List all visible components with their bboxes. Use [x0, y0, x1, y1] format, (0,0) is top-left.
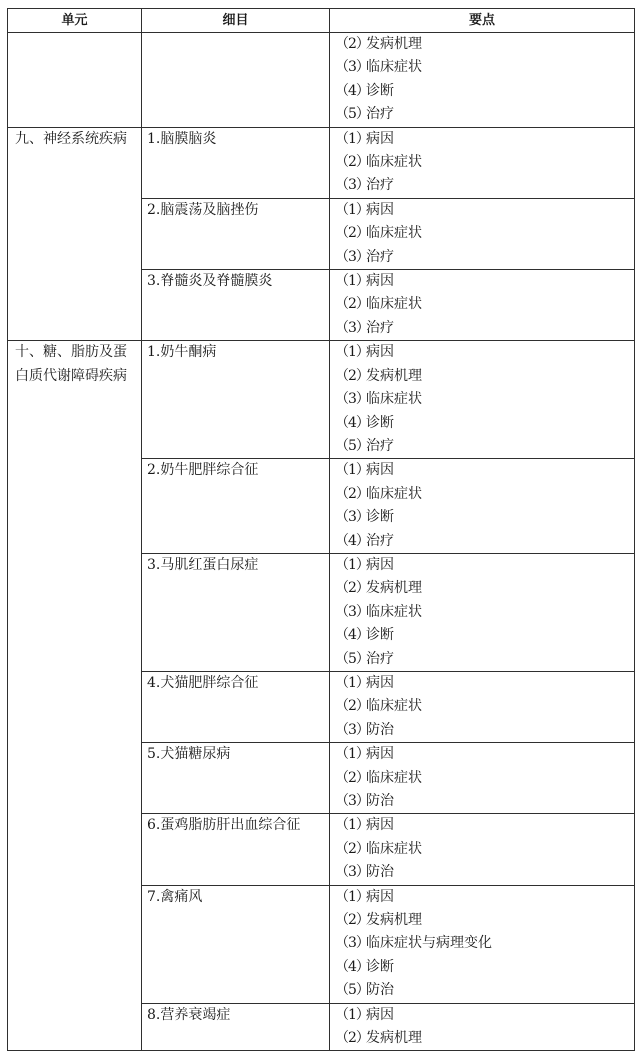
- syllabus-table: [7, 8, 635, 1051]
- point-text: 发病机理: [366, 367, 422, 384]
- point-item: [335, 956, 634, 979]
- point-number: （4）: [335, 82, 369, 99]
- point-text: 临床症状: [366, 225, 422, 242]
- point-item: [335, 246, 634, 269]
- point-text: 病因: [366, 888, 394, 905]
- point-item: [335, 459, 634, 482]
- point-text: 病因: [366, 201, 394, 218]
- point-number: （3）: [335, 319, 369, 336]
- point-item: [335, 554, 634, 577]
- point-text: 临床症状: [366, 698, 422, 715]
- point-item: [335, 648, 634, 671]
- points-cell: [330, 198, 635, 269]
- point-text: 防治: [366, 721, 394, 738]
- point-number: （4）: [335, 532, 369, 549]
- point-item: [335, 979, 634, 1002]
- point-text: 病因: [366, 344, 394, 361]
- point-text: 治疗: [366, 248, 394, 265]
- point-number: （2）: [335, 1030, 369, 1047]
- point-text: 病因: [366, 817, 394, 834]
- point-number: （1）: [335, 888, 369, 905]
- point-item: [335, 886, 634, 909]
- point-number: （2）: [335, 485, 369, 502]
- point-item: [335, 80, 634, 103]
- point-text: 病因: [366, 130, 394, 147]
- table-row: [8, 127, 635, 198]
- points-cell: [330, 671, 635, 742]
- point-number: （2）: [335, 840, 369, 857]
- detail-cell: 3.马肌红蛋白尿症: [142, 553, 330, 671]
- header-unit: 单元: [8, 9, 142, 33]
- point-text: 治疗: [366, 319, 394, 336]
- point-text: 临床症状: [366, 769, 422, 786]
- point-number: （5）: [335, 106, 369, 123]
- point-number: （1）: [335, 273, 369, 290]
- point-text: 临床症状: [366, 296, 422, 313]
- detail-cell: [142, 33, 330, 128]
- point-text: 治疗: [366, 650, 394, 667]
- point-number: （3）: [335, 793, 369, 809]
- point-item: [335, 128, 634, 151]
- detail-cell: 1.脑膜脑炎: [142, 127, 330, 198]
- unit-cell: [8, 33, 142, 128]
- point-item: [335, 577, 634, 600]
- point-text: 发病机理: [366, 36, 422, 52]
- point-number: （1）: [335, 201, 369, 218]
- point-item: [335, 151, 634, 174]
- point-number: （3）: [335, 509, 369, 526]
- point-item: [335, 695, 634, 718]
- point-number: （2）: [335, 154, 369, 171]
- unit-cell: 九、神经系统疾病: [8, 127, 142, 341]
- point-item: [335, 483, 634, 506]
- points-cell: [330, 885, 635, 1003]
- detail-cell: 1.奶牛酮病: [142, 341, 330, 459]
- point-number: （1）: [335, 674, 369, 691]
- point-number: （4）: [335, 958, 369, 975]
- point-text: 防治: [366, 793, 394, 809]
- unit-cell: 十、糖、脂肪及蛋白质代谢障碍疾病: [8, 341, 142, 1051]
- point-text: 诊断: [366, 627, 394, 644]
- table-row: [8, 341, 635, 459]
- point-number: （3）: [335, 864, 369, 881]
- detail-cell: 5.犬猫糖尿病: [142, 743, 330, 814]
- points-cell: [330, 127, 635, 198]
- detail-cell: 2.脑震荡及脑挫伤: [142, 198, 330, 269]
- points-cell: [330, 459, 635, 554]
- header-row: [8, 9, 635, 33]
- point-item: [335, 506, 634, 529]
- point-text: 治疗: [366, 437, 394, 454]
- point-text: 发病机理: [366, 580, 422, 597]
- detail-cell: 2.奶牛肥胖综合征: [142, 459, 330, 554]
- point-item: [335, 672, 634, 695]
- point-text: 诊断: [366, 82, 394, 99]
- point-item: [335, 103, 634, 126]
- table-row: [8, 33, 635, 128]
- point-number: （3）: [335, 603, 369, 620]
- point-item: [335, 1027, 634, 1050]
- point-item: [335, 861, 634, 884]
- point-item: [335, 341, 634, 364]
- detail-cell: 7.禽痛风: [142, 885, 330, 1003]
- point-item: [335, 56, 634, 79]
- point-number: （2）: [335, 769, 369, 786]
- point-item: [335, 317, 634, 340]
- point-number: （3）: [335, 248, 369, 265]
- point-text: 病因: [366, 462, 394, 479]
- point-item: [335, 601, 634, 624]
- point-item: [335, 365, 634, 388]
- point-number: （3）: [335, 935, 369, 952]
- point-item: [335, 293, 634, 316]
- point-item: [335, 222, 634, 245]
- point-number: （3）: [335, 721, 369, 738]
- point-number: （2）: [335, 580, 369, 597]
- point-item: [335, 767, 634, 790]
- point-number: （2）: [335, 36, 369, 52]
- point-number: （2）: [335, 296, 369, 313]
- detail-cell: 8.营养衰竭症: [142, 1003, 330, 1051]
- table-body: [8, 33, 635, 1051]
- points-cell: [330, 270, 635, 341]
- point-number: （5）: [335, 982, 369, 999]
- point-number: （3）: [335, 391, 369, 408]
- point-text: 临床症状: [366, 391, 422, 408]
- point-item: [335, 790, 634, 813]
- point-text: 发病机理: [366, 912, 422, 929]
- point-number: （5）: [335, 437, 369, 454]
- point-item: [335, 530, 634, 553]
- header-detail: 细目: [142, 9, 330, 33]
- header-points: 要点: [330, 9, 635, 33]
- point-number: （1）: [335, 130, 369, 147]
- points-cell: [330, 743, 635, 814]
- points-cell: [330, 1003, 635, 1051]
- point-item: [335, 719, 634, 742]
- point-item: [335, 838, 634, 861]
- point-number: （3）: [335, 177, 369, 194]
- point-number: （1）: [335, 1006, 369, 1023]
- points-cell: [330, 553, 635, 671]
- point-text: 临床症状: [366, 59, 422, 76]
- points-cell: [330, 33, 635, 128]
- point-text: 病因: [366, 746, 394, 763]
- point-text: 病因: [366, 556, 394, 573]
- point-number: （3）: [335, 59, 369, 76]
- point-item: [335, 33, 634, 56]
- detail-cell: 6.蛋鸡脂肪肝出血综合征: [142, 814, 330, 885]
- point-item: [335, 743, 634, 766]
- point-number: （1）: [335, 344, 369, 361]
- detail-cell: 4.犬猫肥胖综合征: [142, 671, 330, 742]
- point-text: 防治: [366, 982, 394, 999]
- point-number: （1）: [335, 462, 369, 479]
- point-text: 诊断: [366, 958, 394, 975]
- point-text: 病因: [366, 1006, 394, 1023]
- point-number: （5）: [335, 650, 369, 667]
- point-text: 临床症状: [366, 603, 422, 620]
- point-number: （2）: [335, 912, 369, 929]
- point-text: 病因: [366, 674, 394, 691]
- point-text: 治疗: [366, 177, 394, 194]
- point-text: 诊断: [366, 414, 394, 431]
- point-item: [335, 199, 634, 222]
- point-item: [335, 1004, 634, 1027]
- point-item: [335, 814, 634, 837]
- point-text: 临床症状: [366, 485, 422, 502]
- point-item: [335, 435, 634, 458]
- point-text: 防治: [366, 864, 394, 881]
- points-cell: [330, 814, 635, 885]
- point-number: （1）: [335, 746, 369, 763]
- point-text: 治疗: [366, 532, 394, 549]
- point-item: [335, 388, 634, 411]
- point-item: [335, 624, 634, 647]
- point-text: 临床症状: [366, 840, 422, 857]
- point-item: [335, 270, 634, 293]
- point-text: 诊断: [366, 509, 394, 526]
- point-text: 治疗: [366, 106, 394, 123]
- point-number: （4）: [335, 414, 369, 431]
- point-item: [335, 412, 634, 435]
- point-number: （1）: [335, 556, 369, 573]
- point-text: 临床症状: [366, 154, 422, 171]
- point-item: [335, 932, 634, 955]
- point-item: [335, 174, 634, 197]
- points-cell: [330, 341, 635, 459]
- point-number: （2）: [335, 698, 369, 715]
- point-number: （4）: [335, 627, 369, 644]
- point-text: 临床症状与病理变化: [366, 935, 492, 952]
- point-number: （1）: [335, 817, 369, 834]
- detail-cell: 3.脊髓炎及脊髓膜炎: [142, 270, 330, 341]
- point-number: （2）: [335, 225, 369, 242]
- point-text: 病因: [366, 273, 394, 290]
- point-item: [335, 909, 634, 932]
- syllabus-table-container: [7, 8, 634, 1051]
- point-text: 发病机理: [366, 1030, 422, 1047]
- point-number: （2）: [335, 367, 369, 384]
